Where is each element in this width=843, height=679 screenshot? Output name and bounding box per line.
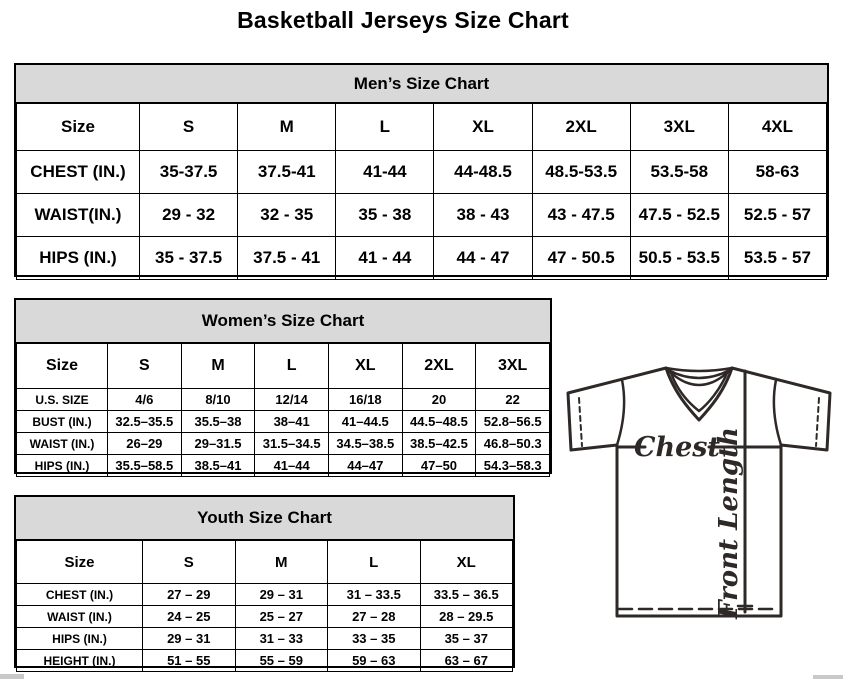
size-column-header: XL bbox=[420, 541, 513, 584]
size-column-header: XL bbox=[328, 344, 402, 389]
row-label: BUST (IN.) bbox=[17, 411, 108, 433]
size-value: 24 – 25 bbox=[143, 606, 236, 628]
measurement-row bbox=[17, 650, 513, 672]
chest-label: Chest bbox=[634, 432, 720, 463]
size-value: 41–44 bbox=[255, 455, 329, 477]
size-value: 32 - 35 bbox=[238, 194, 336, 237]
size-column-header: 4XL bbox=[728, 104, 826, 151]
size-value: 33 – 35 bbox=[328, 628, 421, 650]
size-value: 35 - 38 bbox=[336, 194, 434, 237]
size-column-header: S bbox=[108, 344, 182, 389]
size-column-header: 3XL bbox=[630, 104, 728, 151]
womens-size-table bbox=[16, 343, 550, 477]
size-value: 50.5 - 53.5 bbox=[630, 237, 728, 280]
size-value: 46.8–50.3 bbox=[476, 433, 550, 455]
measurement-row bbox=[17, 411, 550, 433]
row-label: CHEST (IN.) bbox=[17, 584, 143, 606]
size-value: 4/6 bbox=[108, 389, 182, 411]
size-value: 47.5 - 52.5 bbox=[630, 194, 728, 237]
front-length-label: Front Length bbox=[714, 427, 744, 619]
jersey-collar-top-edge bbox=[666, 368, 732, 371]
size-value: 20 bbox=[402, 389, 476, 411]
measurement-row bbox=[17, 584, 513, 606]
row-label: HIPS (IN.) bbox=[17, 455, 108, 477]
cutoff-artifact-left bbox=[0, 674, 24, 679]
size-value: 63 – 67 bbox=[420, 650, 513, 672]
size-value: 38–41 bbox=[255, 411, 329, 433]
size-value: 27 – 28 bbox=[328, 606, 421, 628]
size-column-header: 3XL bbox=[476, 344, 550, 389]
size-value: 44.5–48.5 bbox=[402, 411, 476, 433]
measurement-row bbox=[17, 389, 550, 411]
size-column-header: M bbox=[235, 541, 328, 584]
size-column-header: M bbox=[181, 344, 255, 389]
size-value: 51 – 55 bbox=[143, 650, 236, 672]
size-value: 44-48.5 bbox=[434, 151, 532, 194]
measurement-row bbox=[17, 237, 827, 280]
size-column-header: M bbox=[238, 104, 336, 151]
size-column-header: 2XL bbox=[402, 344, 476, 389]
size-value: 34.5–38.5 bbox=[328, 433, 402, 455]
size-value: 41 - 44 bbox=[336, 237, 434, 280]
size-value: 52.8–56.5 bbox=[476, 411, 550, 433]
size-value: 52.5 - 57 bbox=[728, 194, 826, 237]
size-value: 47–50 bbox=[402, 455, 476, 477]
jersey-right-sleeve-seam bbox=[774, 380, 781, 445]
size-header-row bbox=[17, 344, 550, 389]
measurement-row bbox=[17, 433, 550, 455]
size-value: 32.5–35.5 bbox=[108, 411, 182, 433]
size-value: 37.5 - 41 bbox=[238, 237, 336, 280]
size-value: 35.5–58.5 bbox=[108, 455, 182, 477]
row-label: WAIST (IN.) bbox=[17, 606, 143, 628]
size-value: 38 - 43 bbox=[434, 194, 532, 237]
size-value: 44–47 bbox=[328, 455, 402, 477]
row-label: HIPS (IN.) bbox=[17, 237, 140, 280]
jersey-left-cuff-dashed-line bbox=[579, 398, 582, 446]
size-value: 44 - 47 bbox=[434, 237, 532, 280]
row-label: HIPS (IN.) bbox=[17, 628, 143, 650]
size-value: 35 – 37 bbox=[420, 628, 513, 650]
measurement-row bbox=[17, 455, 550, 477]
womens-size-chart bbox=[14, 298, 552, 474]
size-column-header: S bbox=[140, 104, 238, 151]
measurement-row bbox=[17, 628, 513, 650]
size-column-header: L bbox=[328, 541, 421, 584]
size-value: 35.5–38 bbox=[181, 411, 255, 433]
size-value: 48.5-53.5 bbox=[532, 151, 630, 194]
size-value: 29–31.5 bbox=[181, 433, 255, 455]
size-value: 25 – 27 bbox=[235, 606, 328, 628]
size-value: 29 – 31 bbox=[235, 584, 328, 606]
mens-size-chart bbox=[14, 63, 829, 277]
size-value: 31 – 33 bbox=[235, 628, 328, 650]
size-value: 35 - 37.5 bbox=[140, 237, 238, 280]
size-value: 54.3–58.3 bbox=[476, 455, 550, 477]
size-value: 8/10 bbox=[181, 389, 255, 411]
size-value: 41–44.5 bbox=[328, 411, 402, 433]
size-value: 38.5–42.5 bbox=[402, 433, 476, 455]
measure-column-header: Size bbox=[17, 541, 143, 584]
row-label: WAIST(IN.) bbox=[17, 194, 140, 237]
size-value: 55 – 59 bbox=[235, 650, 328, 672]
size-column-header: S bbox=[143, 541, 236, 584]
row-label: WAIST (IN.) bbox=[17, 433, 108, 455]
size-value: 41-44 bbox=[336, 151, 434, 194]
womens-size-chart-header: Women’s Size Chart bbox=[16, 300, 550, 343]
jersey-right-cuff-dashed-line bbox=[816, 398, 819, 446]
size-column-header: L bbox=[336, 104, 434, 151]
size-header-row bbox=[17, 104, 827, 151]
cutoff-artifact-right bbox=[813, 675, 843, 679]
size-value: 59 – 63 bbox=[328, 650, 421, 672]
size-value: 26–29 bbox=[108, 433, 182, 455]
size-value: 12/14 bbox=[255, 389, 329, 411]
mens-size-table bbox=[16, 103, 827, 280]
measure-column-header: Size bbox=[17, 344, 108, 389]
measurement-row bbox=[17, 151, 827, 194]
youth-size-table bbox=[16, 540, 513, 672]
row-label: HEIGHT (IN.) bbox=[17, 650, 143, 672]
size-value: 53.5 - 57 bbox=[728, 237, 826, 280]
size-column-header: XL bbox=[434, 104, 532, 151]
size-header-row bbox=[17, 541, 513, 584]
page-title: Basketball Jerseys Size Chart bbox=[237, 7, 569, 33]
youth-size-chart-header: Youth Size Chart bbox=[16, 497, 513, 540]
row-label: U.S. SIZE bbox=[17, 389, 108, 411]
jersey-left-sleeve-seam bbox=[617, 380, 624, 445]
size-value: 37.5-41 bbox=[238, 151, 336, 194]
size-value: 29 – 31 bbox=[143, 628, 236, 650]
jersey-outline bbox=[568, 368, 830, 616]
measurement-row bbox=[17, 606, 513, 628]
size-value: 29 - 32 bbox=[140, 194, 238, 237]
size-value: 35-37.5 bbox=[140, 151, 238, 194]
size-value: 31 – 33.5 bbox=[328, 584, 421, 606]
size-column-header: L bbox=[255, 344, 329, 389]
size-value: 22 bbox=[476, 389, 550, 411]
size-column-header: 2XL bbox=[532, 104, 630, 151]
size-value: 58-63 bbox=[728, 151, 826, 194]
size-value: 43 - 47.5 bbox=[532, 194, 630, 237]
size-value: 28 – 29.5 bbox=[420, 606, 513, 628]
size-value: 47 - 50.5 bbox=[532, 237, 630, 280]
row-label: CHEST (IN.) bbox=[17, 151, 140, 194]
size-value: 38.5–41 bbox=[181, 455, 255, 477]
size-value: 53.5-58 bbox=[630, 151, 728, 194]
size-value: 33.5 – 36.5 bbox=[420, 584, 513, 606]
size-value: 31.5–34.5 bbox=[255, 433, 329, 455]
mens-size-chart-header: Men’s Size Chart bbox=[16, 65, 827, 103]
youth-size-chart bbox=[14, 495, 515, 668]
size-value: 16/18 bbox=[328, 389, 402, 411]
size-value: 27 – 29 bbox=[143, 584, 236, 606]
measurement-row bbox=[17, 194, 827, 237]
jersey-measurement-diagram bbox=[558, 360, 843, 626]
measure-column-header: Size bbox=[17, 104, 140, 151]
